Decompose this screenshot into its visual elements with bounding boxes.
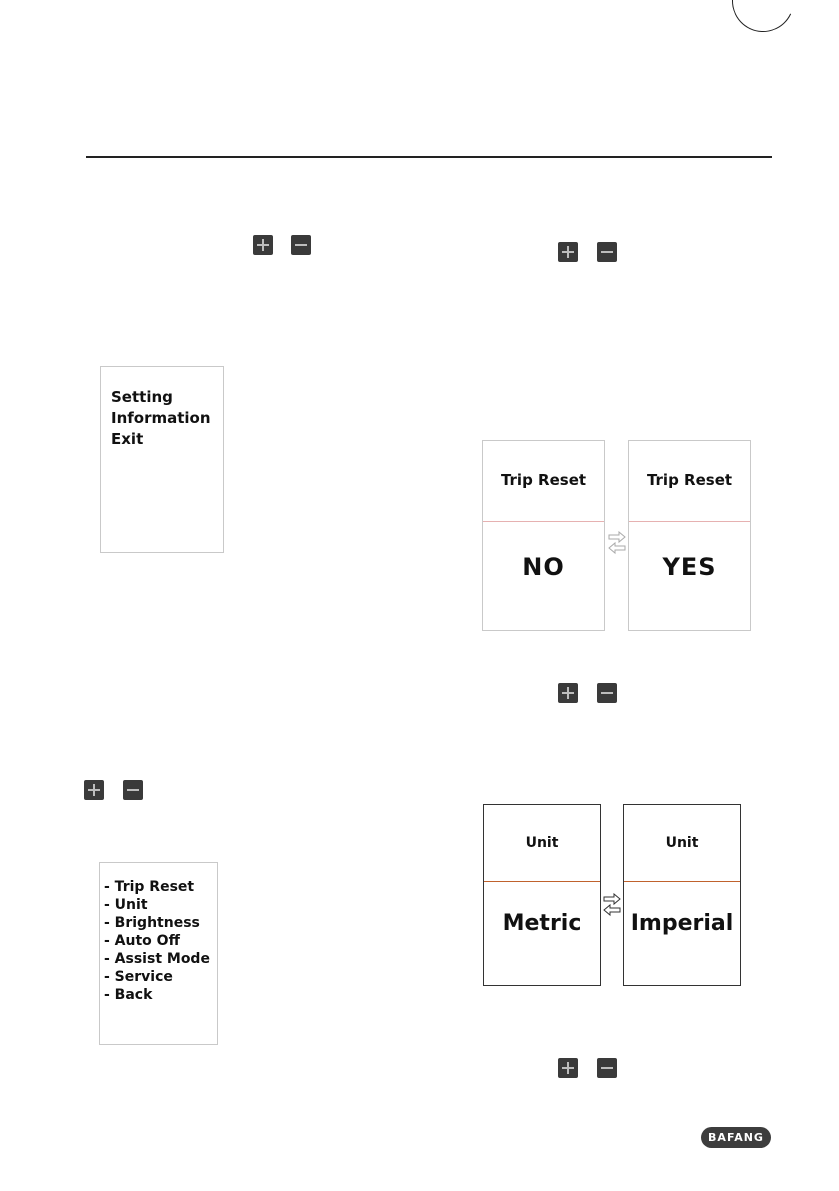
header-rule [86,156,772,158]
page-corner-decoration [723,0,802,41]
display-divider [484,881,600,882]
setting-item-auto-off: - Auto Off [104,933,180,949]
unit-metric-display [483,804,601,986]
minus-key-icon [291,235,311,255]
unit-imperial-display [623,804,741,986]
minus-key-icon [597,683,617,703]
setting-item-service: - Service [104,969,173,985]
trip-reset-value-no: NO [522,553,565,581]
toggle-arrows-icon [602,893,622,917]
menu-item-exit: Exit [111,430,144,448]
unit-title: Unit [665,835,699,851]
setting-item-assist-mode: - Assist Mode [104,951,210,967]
brand-logo: BAFANG [701,1127,771,1148]
setting-item-brightness: - Brightness [104,915,200,931]
setting-menu-display [99,862,218,1045]
trip-reset-no-display [482,440,605,631]
plus-key-icon [558,683,578,703]
unit-value-imperial: Imperial [630,911,734,936]
display-divider [624,881,740,882]
plus-key-icon [253,235,273,255]
trip-reset-yes-display [628,440,751,631]
setting-item-back: - Back [104,987,153,1003]
setting-item-unit: - Unit [104,897,148,913]
trip-reset-value-yes: YES [662,553,717,581]
menu-item-setting: Setting [111,388,173,406]
minus-key-icon [597,1058,617,1078]
main-menu-display [100,366,224,553]
unit-value-metric: Metric [502,911,582,936]
setting-item-trip-reset: - Trip Reset [104,879,195,895]
plus-key-icon [84,780,104,800]
trip-reset-title: Trip Reset [500,471,587,489]
menu-item-information: Information [111,409,211,427]
plus-key-icon [558,242,578,262]
trip-reset-title: Trip Reset [646,471,733,489]
minus-key-icon [597,242,617,262]
display-divider [629,521,750,522]
minus-key-icon [123,780,143,800]
display-divider [483,521,604,522]
toggle-arrows-icon [607,531,627,555]
unit-title: Unit [525,835,559,851]
plus-key-icon [558,1058,578,1078]
